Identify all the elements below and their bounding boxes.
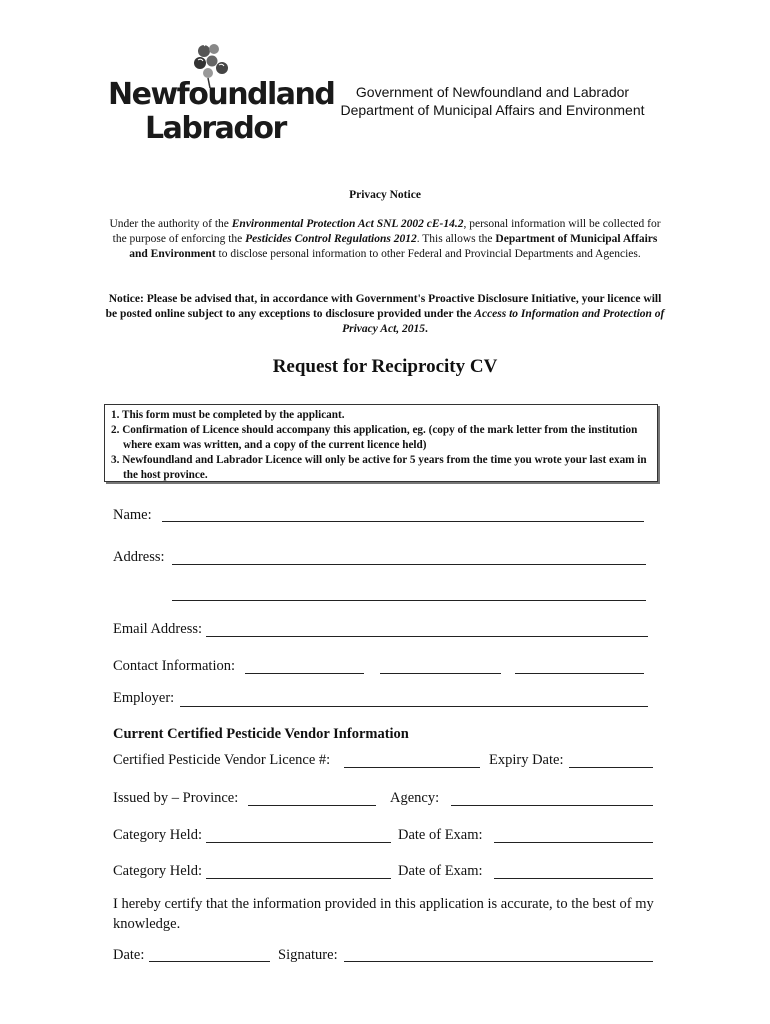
- licence-number-label: Certified Pesticide Vendor Licence #:: [113, 752, 331, 768]
- privacy-notice-body: [105, 217, 665, 262]
- address-field-line-1[interactable]: [172, 564, 646, 565]
- exam-date-field-2[interactable]: [494, 878, 653, 879]
- department-reference: Department of Municipal Affairs and Environment: [129, 233, 658, 260]
- date-label: Date:: [113, 947, 145, 963]
- licence-number-field[interactable]: [344, 767, 480, 768]
- privacy-text-2: , personal information will be collected for the purpose of enforcing the: [112, 218, 661, 245]
- contact-label: Contact Information:: [113, 658, 236, 674]
- date-field[interactable]: [149, 961, 270, 962]
- environmental-protection-act: Environmental Protection Act SNL 2002 cE-14.2: [231, 218, 464, 230]
- email-field[interactable]: [206, 636, 648, 637]
- instruction-item: 3. Newfoundland and Labrador Licence will only be active for 5 years from the time you wrote your last exam in the host province.: [111, 454, 647, 481]
- government-name: Government of Newfoundland and Labrador: [355, 84, 630, 100]
- agency-label: Agency:: [390, 790, 440, 806]
- category-held-label: Category Held:: [113, 827, 202, 843]
- certification-statement: I hereby certify that the information provided in this application is accurate, to the best of my knowledge.: [113, 896, 654, 932]
- privacy-text-1: Under the authority of the: [109, 218, 232, 230]
- expiry-date-field[interactable]: [569, 767, 653, 768]
- agency-field[interactable]: [451, 805, 653, 806]
- address-field-line-2[interactable]: [172, 600, 646, 601]
- category-held-field[interactable]: [206, 842, 391, 843]
- employer-label: Employer:: [113, 690, 175, 706]
- name-field[interactable]: [162, 521, 644, 522]
- signature-label: Signature:: [278, 947, 338, 963]
- contact-field-2[interactable]: [380, 673, 501, 674]
- vendor-section-heading: Current Certified Pesticide Vendor Information: [113, 726, 409, 742]
- atippa-act: Access to Information and Protection of Privacy Act, 2015: [342, 308, 665, 335]
- employer-field[interactable]: [180, 706, 648, 707]
- department-name: Department of Municipal Affairs and Environment: [340, 102, 645, 118]
- privacy-text-3: . This allows the: [416, 233, 496, 245]
- exam-date-label-2: Date of Exam:: [398, 863, 483, 879]
- disclosure-notice: [105, 292, 665, 337]
- exam-date-label: Date of Exam:: [398, 827, 483, 843]
- contact-field-1[interactable]: [245, 673, 364, 674]
- email-label: Email Address:: [113, 621, 203, 637]
- notice-end: .: [425, 323, 428, 335]
- privacy-text-4: to disclose personal information to other Federal and Provincial Departments and Agencies.: [215, 248, 641, 260]
- category-held-label-2: Category Held:: [113, 863, 202, 879]
- issued-by-field[interactable]: [248, 805, 376, 806]
- logo-line-labrador: Labrador: [145, 111, 286, 146]
- expiry-date-label: Expiry Date:: [489, 752, 564, 768]
- signature-field[interactable]: [344, 961, 653, 962]
- newfoundland-labrador-logo: [108, 42, 335, 147]
- form-title: Request for Reciprocity CV: [272, 356, 498, 377]
- instruction-item: 1. This form must be completed by the applicant.: [111, 409, 345, 421]
- issued-by-label: Issued by – Province:: [113, 790, 239, 806]
- privacy-notice-title: Privacy Notice: [349, 189, 421, 201]
- category-held-field-2[interactable]: [206, 878, 391, 879]
- address-label: Address:: [113, 549, 165, 565]
- exam-date-field[interactable]: [494, 842, 653, 843]
- pesticides-control-regulations: Pesticides Control Regulations 2012: [245, 233, 417, 245]
- contact-field-3[interactable]: [515, 673, 644, 674]
- logo-line-newfoundland: Newfoundland: [108, 77, 335, 112]
- instruction-item: 2. Confirmation of Licence should accompany this application, eg. (copy of the mark letter from the institution where exam was written, and a copy of the current licence held): [111, 424, 638, 451]
- name-label: Name:: [113, 507, 152, 523]
- notice-text: Notice: Please be advised that, in accordance with Government's Proactive Disclosure Initiative, your licence will be posted online subject to any exceptions to disclosure provided under the: [105, 293, 662, 320]
- instructions-box: [104, 404, 658, 482]
